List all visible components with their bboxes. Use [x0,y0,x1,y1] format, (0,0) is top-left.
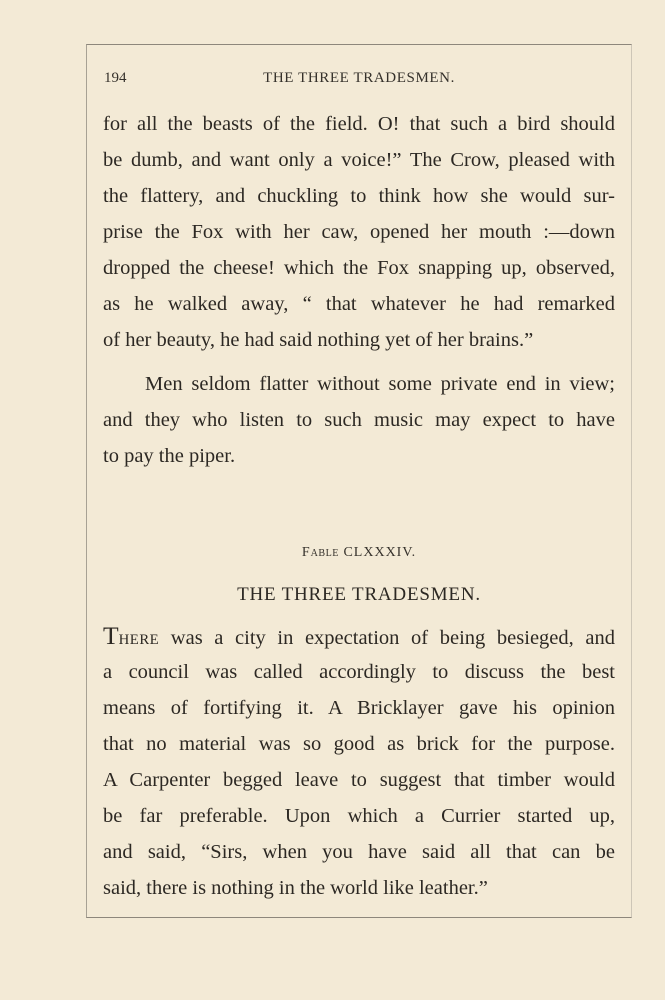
text-line: for all the beasts of the field. O! that such a bird should [103,113,615,135]
text-line: be far preferable. Upon which a Currier started up, [103,805,615,827]
text-line: the flattery, and chuckling to think how she would sur- [103,185,615,207]
text-line: dropped the cheese! which the Fox snapping up, observed, [103,257,615,279]
text-line: and said, “Sirs, when you have said all that can be [103,841,615,863]
first-line-rest: was a city in expectation of being besieged, and [159,627,615,649]
running-head [104,70,614,90]
fable-number [103,545,615,561]
fable-number-prefix-cap: F [301,545,311,560]
moral-paragraph [103,366,615,474]
text-line: and they who listen to such music may expect to have [103,409,615,431]
text-line [103,618,615,654]
fable-body [103,618,615,906]
text-line: as he walked away, “ that whatever he had remarked [103,293,615,315]
previous-fable-conclusion [103,106,615,358]
running-title: THE THREE TRADESMEN. [263,70,455,86]
page-number: 194 [104,70,127,86]
fable-title: THE THREE TRADESMEN. [237,584,481,605]
first-word-rest: HERE [118,632,160,648]
fable-number-numeral: CLXXXIV. [343,545,417,560]
text-line: Men seldom flatter without some private end in view; [145,373,615,395]
text-line: means of fortifying it. A Bricklayer gave his opinion [103,697,615,719]
text-line: said, there is nothing in the world like leather.” [103,877,488,899]
fable-number-prefix-rest: ABLE [310,548,339,559]
text-line: to pay the piper. [103,445,236,467]
text-line: A Carpenter begged leave to suggest that timber would [103,769,615,791]
text-line: that no material was so good as brick for the purpose. [103,733,615,755]
text-line: be dumb, and want only a voice!” The Crow, pleased with [103,149,615,171]
text-line: a council was called accordingly to discuss the best [103,661,615,683]
text-line: of her beauty, he had said nothing yet of her brains.” [103,329,534,351]
first-word-cap: T [103,621,119,650]
text-line: prise the Fox with her caw, opened her mouth :—down [103,221,615,243]
